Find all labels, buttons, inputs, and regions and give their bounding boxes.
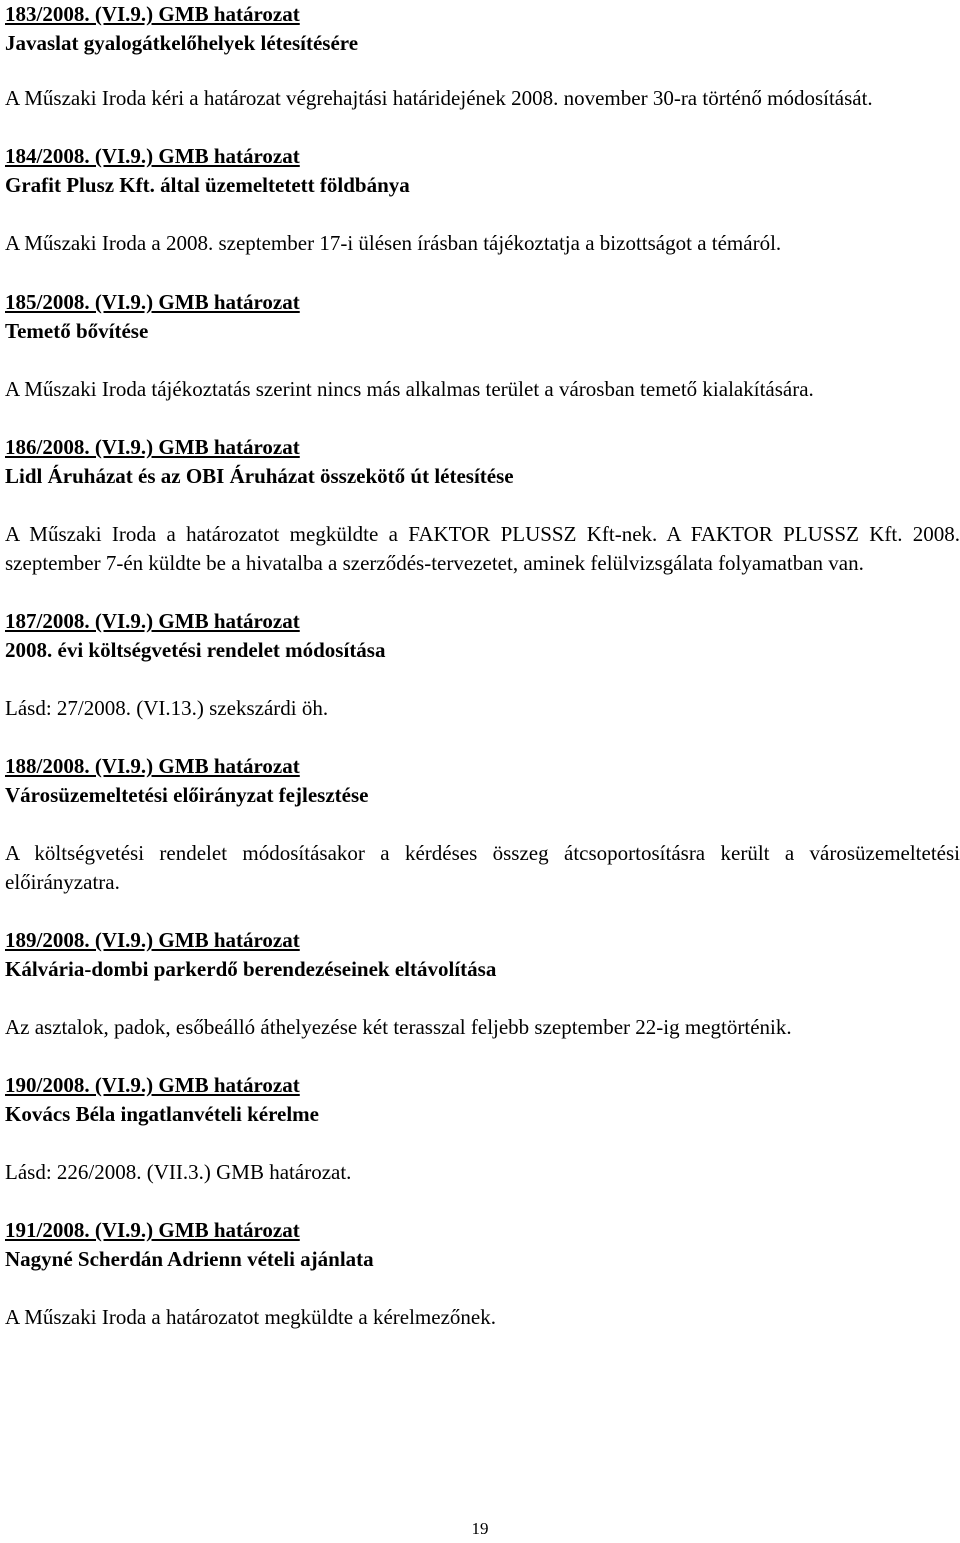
document-page bbox=[5, 0, 960, 1332]
resolution-body: Lásd: 226/2008. (VII.3.) GMB határozat. bbox=[5, 1160, 352, 1184]
resolution-number: 183/2008. (VI.9.) GMB határozat bbox=[5, 2, 300, 26]
resolution-number: 189/2008. (VI.9.) GMB határozat bbox=[5, 928, 300, 952]
resolution-number: 190/2008. (VI.9.) GMB határozat bbox=[5, 1073, 300, 1097]
resolution-title: Nagyné Scherdán Adrienn vételi ajánlata bbox=[5, 1247, 374, 1271]
page-number: 19 bbox=[471, 1519, 489, 1538]
resolution-title: Kálvária-dombi parkerdő berendezéseinek eltávolítása bbox=[5, 957, 497, 981]
resolution-number: 187/2008. (VI.9.) GMB határozat bbox=[5, 609, 300, 633]
resolution-title: 2008. évi költségvetési rendelet módosítása bbox=[5, 638, 386, 662]
resolution-title: Grafit Plusz Kft. által üzemeltetett földbánya bbox=[5, 173, 410, 197]
resolution-title: Temető bővítése bbox=[5, 319, 149, 343]
resolution-number: 185/2008. (VI.9.) GMB határozat bbox=[5, 290, 300, 314]
resolution-number: 184/2008. (VI.9.) GMB határozat bbox=[5, 144, 300, 168]
resolution-body: A Műszaki Iroda a határozatot megküldte a FAKTOR PLUSSZ Kft-nek. A FAKTOR PLUSSZ Kft. 2008. szeptember 7-én küldte be a hivatalba a szerződés-tervezetet, aminek felülvizsgálata folyamatban van. bbox=[5, 522, 960, 575]
resolution-body: Lásd: 27/2008. (VI.13.) szekszárdi öh. bbox=[5, 696, 329, 720]
resolution-body: A Műszaki Iroda a 2008. szeptember 17-i ülésen írásban tájékoztatja a bizottságot a témáról. bbox=[5, 231, 782, 255]
resolution-number: 191/2008. (VI.9.) GMB határozat bbox=[5, 1218, 300, 1242]
resolution-body: Az asztalok, padok, esőbeálló áthelyezése két terasszal feljebb szeptember 22-ig megtörténik. bbox=[5, 1015, 792, 1039]
resolution-title: Városüzemeltetési előirányzat fejlesztése bbox=[5, 783, 369, 807]
resolution-title: Javaslat gyalogátkelőhelyek létesítésére bbox=[5, 31, 359, 55]
resolution-number: 188/2008. (VI.9.) GMB határozat bbox=[5, 754, 300, 778]
resolution-number: 186/2008. (VI.9.) GMB határozat bbox=[5, 435, 300, 459]
resolution-body: A Műszaki Iroda tájékoztatás szerint nincs más alkalmas terület a városban temető kialakítására. bbox=[5, 377, 814, 401]
resolution-body: A Műszaki Iroda a határozatot megküldte a kérelmezőnek. bbox=[5, 1305, 496, 1329]
resolution-body: A Műszaki Iroda kéri a határozat végrehajtási határidejének 2008. november 30-ra történő módosítását. bbox=[5, 86, 873, 110]
resolution-title: Kovács Béla ingatlanvételi kérelme bbox=[5, 1102, 319, 1126]
resolution-title: Lidl Áruházat és az OBI Áruházat összekötő út létesítése bbox=[5, 464, 514, 488]
resolution-body: A költségvetési rendelet módosításakor a kérdéses összeg átcsoportosításra került a városüzemeltetési előirányzatra. bbox=[5, 841, 960, 894]
